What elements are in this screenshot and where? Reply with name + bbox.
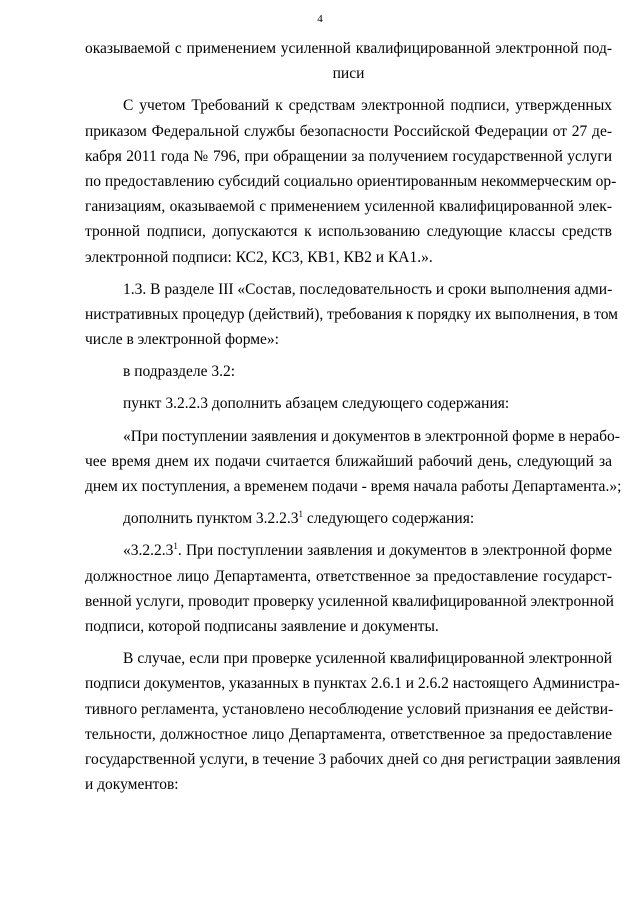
text-line: оказываемой с применением усиленной квалифицированной электронной под- xyxy=(85,40,612,57)
text-line: В случае, если при проверке усиленной квалифицированной электронной xyxy=(123,650,612,668)
text-line: по предоставлению субсидий социально ориентированным некоммерческим ор- xyxy=(85,172,617,190)
text-line: в подразделе 3.2: xyxy=(123,363,236,381)
text-line: днем их поступления, а временем подачи - время начала работы Департамента.»; xyxy=(85,478,622,495)
text-line: приказом Федеральной службы безопасности Российской Федерации от 27 де- xyxy=(85,122,612,140)
text-line: тронной подписи, допускаются к использованию следующие классы средств xyxy=(85,223,612,241)
text-line: подписи документов, указанных в пунктах 2.6.1 и 2.6.2 настоящего Администра- xyxy=(85,675,620,693)
text-span: дополнить пунктом 3.2.2.3 xyxy=(123,510,299,528)
document-body xyxy=(85,36,622,797)
text-line: кабря 2011 года № 796, при обращении за получением государственной услуги xyxy=(85,147,612,165)
text-line: писи xyxy=(332,65,365,83)
superscript: 1 xyxy=(298,509,304,520)
text-line: «При поступлении заявления и документов в электронной форме в нерабо- xyxy=(123,427,620,445)
text-line: ганизациям, оказываемой с применением усиленной квалифицированной элек- xyxy=(85,198,612,216)
text-span: следующего содержания: xyxy=(303,510,475,528)
text-line: подписи, которой подписаны заявление и документы. xyxy=(85,617,439,635)
text-line: 1.3. В разделе III «Состав, последовательность и сроки выполнения адми- xyxy=(123,280,613,298)
text-line: нистративных процедур (действий), требования к порядку их выполнения, в том xyxy=(85,305,618,323)
superscript: 1 xyxy=(173,541,178,552)
text-line: пункт 3.2.2.3 дополнить абзацем следующего содержания: xyxy=(123,395,510,413)
text-line: должностное лицо Департамента, ответственное за предоставление государст- xyxy=(85,567,612,585)
text-line: и документов: xyxy=(85,776,179,794)
text-line xyxy=(85,538,612,563)
text-line: тивного регламента, установлено несоблюдение условий признания ее действи- xyxy=(85,700,614,718)
text-line: С учетом Требований к средствам электронной подписи, утвержденных xyxy=(123,97,612,115)
text-line: электронной подписи: КС2, КС3, КВ1, КВ2 и КА1.». xyxy=(85,248,433,266)
text-line: тельности, должностное лицо Департамента, ответственное за предоставление xyxy=(85,725,612,743)
text-line: числе в электронной форме»: xyxy=(85,331,279,349)
text-line: чее время днем их подачи считается ближайший рабочий день, следующий за xyxy=(85,452,612,470)
text-span: «3.2.2.3 xyxy=(123,542,174,560)
text-line: венной услуги, проводит проверку усиленной квалифицированной электронной xyxy=(85,592,614,610)
page-number: 4 xyxy=(317,13,323,25)
text-line xyxy=(85,506,612,531)
text-line: государственной услуги, в течение 3 рабочих дней со дня регистрации заявления xyxy=(85,750,621,768)
text-span: . При поступлении заявления и документов в электронной форме xyxy=(177,542,612,560)
